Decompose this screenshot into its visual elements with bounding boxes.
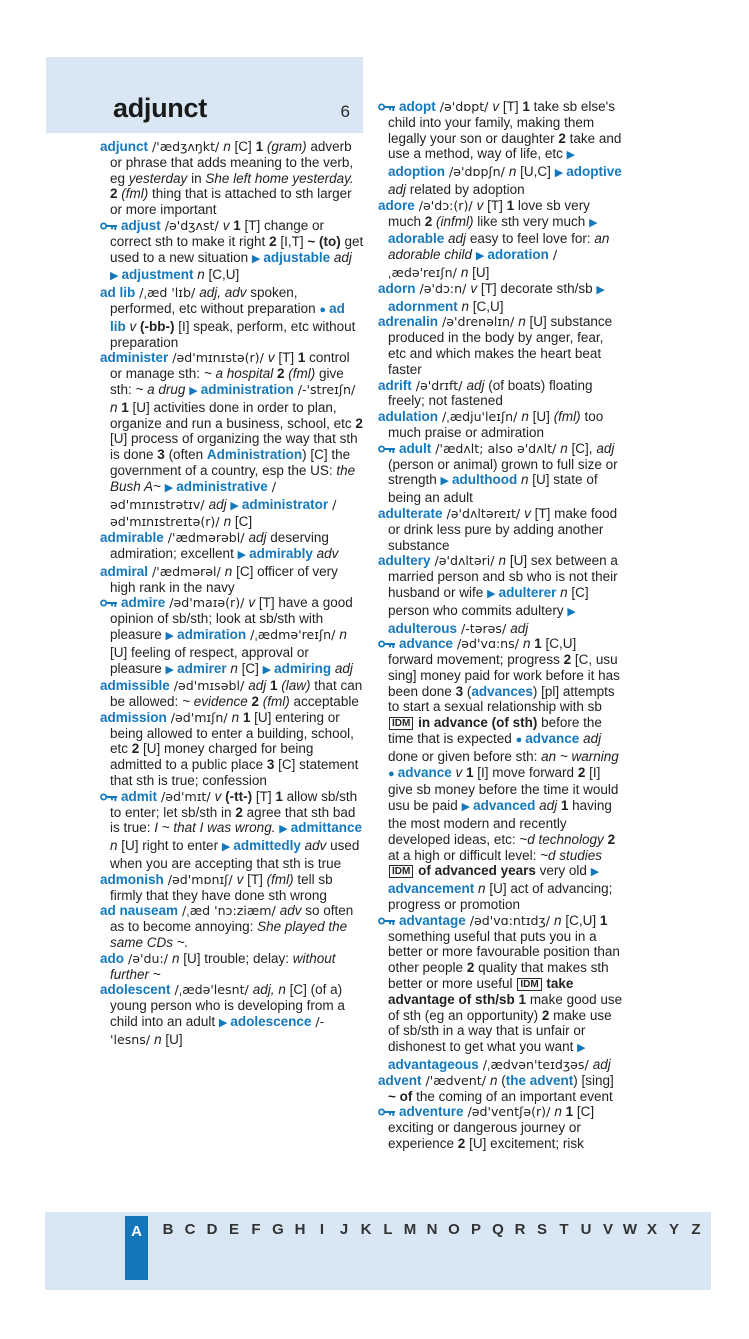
entry-admit: admit /əd'mɪt/ v (-tt-) [T] 1 allow sb/sth to enter; let sb/sth in 2 agree that sth bad is true: I ~ that I was wrong. ▶ admittance n [U] right to enter ▶ admittedly adv used when you are accepting that sth is true [100, 789, 364, 872]
entry-advance: advance /əd'vɑ:ns/ n 1 [C,U] forward movement; progress 2 [C, usu sing] money paid for work before it has been done 3 (advances) [pl] attempts to start a sexual relationship with sb IDM in advance (of sth) before the time that is expected ● advance adj done or given before sth: an ~ warning ● advance v 1 [I] move forward 2 [I] give sb money before the time it would usu be paid ▶ advanced adj 1 having the most modern and recently developed ideas, etc: ~d technology 2 at a high or difficult level: ~d studies IDM of advanced years very old ▶ advancement n [U] act of advancing; progress or promotion [378, 636, 623, 913]
column-2 [378, 99, 623, 1210]
entry-admirable: admirable /'ædmərəbl/ adj deserving admiration; excellent ▶ admirably adv [100, 530, 339, 561]
alphabet-letter-k: K [360, 1221, 372, 1238]
alphabet-letter-n: N [426, 1221, 438, 1238]
key-icon [378, 102, 396, 112]
alphabet-letter-l: L [383, 1221, 393, 1238]
key-icon [100, 221, 118, 231]
alphabet-letter-c: C [184, 1221, 196, 1238]
entry-administer: administer /əd'mɪnɪstə(r)/ v [T] 1 control or manage sth: ~ a hospital 2 (fml) give sth: ~ a drug ▶ administration /-'streɪʃn/ n 1 [U] activities done in order to plan, organize and run a business, school, etc 2 [U] process of organizing the way that sth is done 3 (often Administration) [C] the government of a country, esp the US: the Bush A~ ▶ administrative /əd'mɪnɪstrətɪv/ adj ▶ administrator /əd'mɪnɪstreɪtə(r)/ n [C] [100, 350, 363, 530]
entry-advent: advent /'ædvent/ n (the advent) [sing] ~ of the coming of an important event [378, 1072, 614, 1104]
column-1 [100, 139, 364, 1210]
alphabet-nav [45, 1212, 711, 1290]
alphabet-letter-h: H [294, 1221, 306, 1238]
key-icon [378, 916, 396, 926]
alphabet-letter-e: E [228, 1221, 239, 1238]
entry-admire: admire /əd'maɪə(r)/ v [T] have a good opinion of sb/sth; look at sb/sth with pleasure ▶ admiration /ˌædmə'reɪʃn/ n [U] feeling of respect, approval or pleasure ▶ admirer n [C] ▶ admiring adj [100, 595, 364, 678]
alphabet-letter-u: U [580, 1221, 592, 1238]
entry-adulation: adulation /ˌædju'leɪʃn/ n [U] (fml) too much praise or admiration [378, 409, 604, 440]
alphabet-letter-i: I [319, 1221, 325, 1238]
entry-adolescent: adolescent /ˌædə'lesnt/ adj, n [C] (of a) young person who is developing from a child into an adult ▶ adolescence /-'lesns/ n [U] [100, 982, 345, 1047]
key-icon [100, 598, 118, 608]
entry-adrift: adrift /ə'drɪft/ adj (of boats) floating freely; not fastened [378, 377, 593, 409]
key-icon [378, 1107, 396, 1117]
alphabet-letter-r: R [514, 1221, 526, 1238]
key-icon [378, 444, 396, 454]
alphabet-letter-w: W [622, 1221, 638, 1238]
alphabet-letter-z: Z [691, 1221, 701, 1238]
alphabet-letter-m: M [403, 1221, 417, 1238]
alphabet-letter-p: P [470, 1221, 481, 1238]
alphabet-letter-f: F [251, 1221, 261, 1238]
alphabet-letter-s: S [536, 1221, 547, 1238]
alphabet-letter-active-tab [125, 1216, 148, 1280]
entry-ad-nauseam: ad nauseam /ˌæd 'nɔ:ziæm/ adv so often as to become annoying: She played the same CDs ~. [100, 903, 354, 951]
entry-adjust: adjust /ə'dʒʌst/ v 1 [T] change or correct sth to make it right 2 [I,T] ~ (to) get used to a new situation ▶ adjustable adj ▶ adjustment n [C,U] [100, 218, 364, 285]
entry-adventure: adventure /əd'ventʃə(r)/ n 1 [C] exciting or dangerous journey or experience 2 [U] excitement; risk [378, 1104, 623, 1151]
entry-adultery: adultery /ə'dʌltəri/ n [U] sex between a married person and sb who is not their husband or wife ▶ adulterer n [C] person who commits adultery ▶ adulterous /-tərəs/ adj [378, 553, 618, 636]
entry-admissible: admissible /əd'mɪsəbl/ adj 1 (law) that can be allowed: ~ evidence 2 (fml) acceptable [100, 678, 363, 710]
key-icon [378, 639, 396, 649]
entry-adult: adult /'ædʌlt; also ə'dʌlt/ n [C], adj (person or animal) grown to full size or strength ▶ adulthood n [U] state of being an adult [378, 441, 623, 506]
entry-advantage: advantage /əd'vɑ:ntɪdʒ/ n [C,U] 1 something useful that puts you in a better or more favourable position than other people 2 quality that makes sth better or more useful IDM take advantage of sth/sb 1 make good use of sth (eg an opportunity) 2 make use of sb/sth in a way that is unfair or dishonest to get what you want ▶ advantageous /ˌædvən'teɪdʒəs/ adj [378, 913, 623, 1073]
entry-adulterate: adulterate /ə'dʌltəreɪt/ v [T] make food or drink less pure by adding another substance [378, 505, 618, 553]
entry-ado: ado /ə'du:/ n [U] trouble; delay: without further ~ [100, 950, 336, 982]
page-title: adjunct [113, 93, 207, 123]
alphabet-letter-j: J [339, 1221, 349, 1238]
alphabet-letter-b: B [162, 1221, 174, 1238]
entry-adjunct: adjunct /'ædʒʌŋkt/ n [C] 1 (gram) adverb or phrase that adds meaning to the verb, eg yesterday in She left home yesterday. 2 (fml) thing that is attached to sth larger or more important [100, 139, 354, 218]
key-icon [100, 792, 118, 802]
page-number: 6 [340, 102, 350, 121]
alphabet-letter-g: G [272, 1221, 284, 1238]
alphabet-letter-x: X [646, 1221, 657, 1238]
alphabet-letter-y: Y [668, 1221, 679, 1238]
entry-adrenalin: adrenalin /ə'drenəlɪn/ n [U] substance produced in the body by anger, fear, etc and which makes the heart beat faster [378, 314, 613, 377]
alphabet-letter-q: Q [492, 1221, 504, 1238]
entry-admission: admission /əd'mɪʃn/ n 1 [U] entering or being allowed to enter a building, school, etc 2 [U] money charged for being admitted to a public place 3 [C] statement that sth is true; confession [100, 709, 359, 789]
alphabet-letter-o: O [448, 1221, 460, 1238]
alphabet-active-letter: A [131, 1223, 142, 1240]
page-header [46, 57, 363, 133]
entry-adore: adore /ə'dɔ:(r)/ v [T] 1 love sb very much 2 (infml) like sth very much ▶ adorable adj easy to feel love for: an adorable child ▶ adoration /ˌædə'reɪʃn/ n [U] [378, 197, 610, 280]
entry-adopt: adopt /ə'dɒpt/ v [T] 1 take sb else's child into your family, making them legally your son or daughter 2 take and use a method, way of life, etc ▶ adoption /ə'dɒpʃn/ n [U,C] ▶ adoptive adj related by adoption [378, 99, 623, 198]
alphabet-letter-d: D [206, 1221, 218, 1238]
alphabet-letter-v: V [602, 1221, 613, 1238]
entry-admiral: admiral /'ædmərəl/ n [C] officer of very high rank in the navy [100, 563, 338, 595]
entry-admonish: admonish /əd'mɒnɪʃ/ v [T] (fml) tell sb firmly that they have done sth wrong [100, 871, 333, 903]
entry-ad-lib: ad lib /ˌæd 'lɪb/ adj, adv spoken, performed, etc without preparation ● ad lib v (-bb-) [I] speak, perform, etc without preparation [100, 285, 356, 350]
alphabet-letter-t: T [559, 1221, 569, 1238]
alphabet-letters-row [157, 1221, 707, 1238]
entry-adorn: adorn /ə'dɔ:n/ v [T] decorate sth/sb ▶ adornment n [C,U] [378, 280, 605, 314]
